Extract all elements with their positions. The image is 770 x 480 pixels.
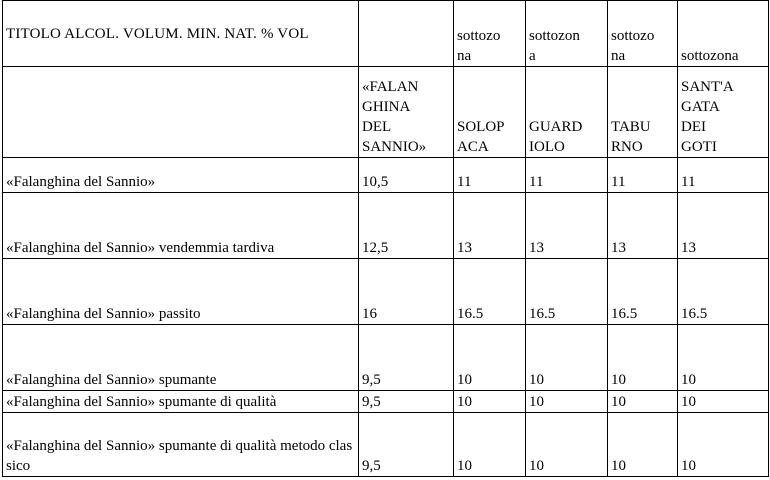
value-cell: 10 <box>608 413 678 477</box>
table-row <box>3 193 769 259</box>
zone-label-cell <box>359 1 454 67</box>
zone-label-cell: sottozon a <box>526 1 608 67</box>
header-row-zone-labels <box>3 1 769 67</box>
value-cell: 10 <box>678 391 769 413</box>
value-cell: 13 <box>454 193 526 259</box>
value-cell: 10 <box>608 325 678 391</box>
value-cell: 10,5 <box>359 158 454 193</box>
zone-name-cell: «FALAN GHINA DEL SANNIO» <box>359 67 454 158</box>
value-cell: 11 <box>608 158 678 193</box>
value-cell: 10 <box>454 413 526 477</box>
table-row <box>3 413 769 477</box>
table-row <box>3 259 769 325</box>
table-row <box>3 158 769 193</box>
alcohol-content-table <box>2 0 769 477</box>
wine-type-cell: «Falanghina del Sannio» spumante <box>3 325 359 391</box>
zone-name-cell: SOLOP ACA <box>454 67 526 158</box>
value-cell: 13 <box>678 193 769 259</box>
value-cell: 16.5 <box>678 259 769 325</box>
value-cell: 9,5 <box>359 391 454 413</box>
header-empty-cell <box>3 67 359 158</box>
value-cell: 9,5 <box>359 325 454 391</box>
value-cell: 10 <box>678 413 769 477</box>
zone-name-cell: TABU RNO <box>608 67 678 158</box>
value-cell: 10 <box>526 325 608 391</box>
value-cell: 10 <box>526 391 608 413</box>
value-cell: 10 <box>678 325 769 391</box>
value-cell: 11 <box>454 158 526 193</box>
wine-type-cell: «Falanghina del Sannio» vendemmia tardiva <box>3 193 359 259</box>
wine-type-cell: «Falanghina del Sannio» <box>3 158 359 193</box>
value-cell: 13 <box>526 193 608 259</box>
value-cell: 10 <box>454 391 526 413</box>
value-cell: 11 <box>526 158 608 193</box>
wine-type-cell: «Falanghina del Sannio» spumante di qualità metodo classico <box>3 413 359 477</box>
value-cell: 10 <box>608 391 678 413</box>
value-cell: 10 <box>454 325 526 391</box>
zone-name-cell: GUARD IOLO <box>526 67 608 158</box>
value-cell: 9,5 <box>359 413 454 477</box>
value-cell: 16.5 <box>454 259 526 325</box>
value-cell: 13 <box>608 193 678 259</box>
table-row <box>3 325 769 391</box>
wine-type-cell: «Falanghina del Sannio» passito <box>3 259 359 325</box>
value-cell: 16 <box>359 259 454 325</box>
header-row-zone-names <box>3 67 769 158</box>
value-cell: 16.5 <box>526 259 608 325</box>
value-cell: 16.5 <box>608 259 678 325</box>
zone-label-cell: sottozo na <box>608 1 678 67</box>
value-cell: 11 <box>678 158 769 193</box>
wine-type-cell: «Falanghina del Sannio» spumante di qualità <box>3 391 359 413</box>
zone-name-cell: SANT'A GATA DEI GOTI <box>678 67 769 158</box>
value-cell: 12,5 <box>359 193 454 259</box>
table-title: TITOLO ALCOL. VOLUM. MIN. NAT. % VOL <box>3 1 359 67</box>
zone-label-cell: sottozo na <box>454 1 526 67</box>
value-cell: 10 <box>526 413 608 477</box>
zone-label-cell: sottozona <box>678 1 769 67</box>
table-row <box>3 391 769 413</box>
